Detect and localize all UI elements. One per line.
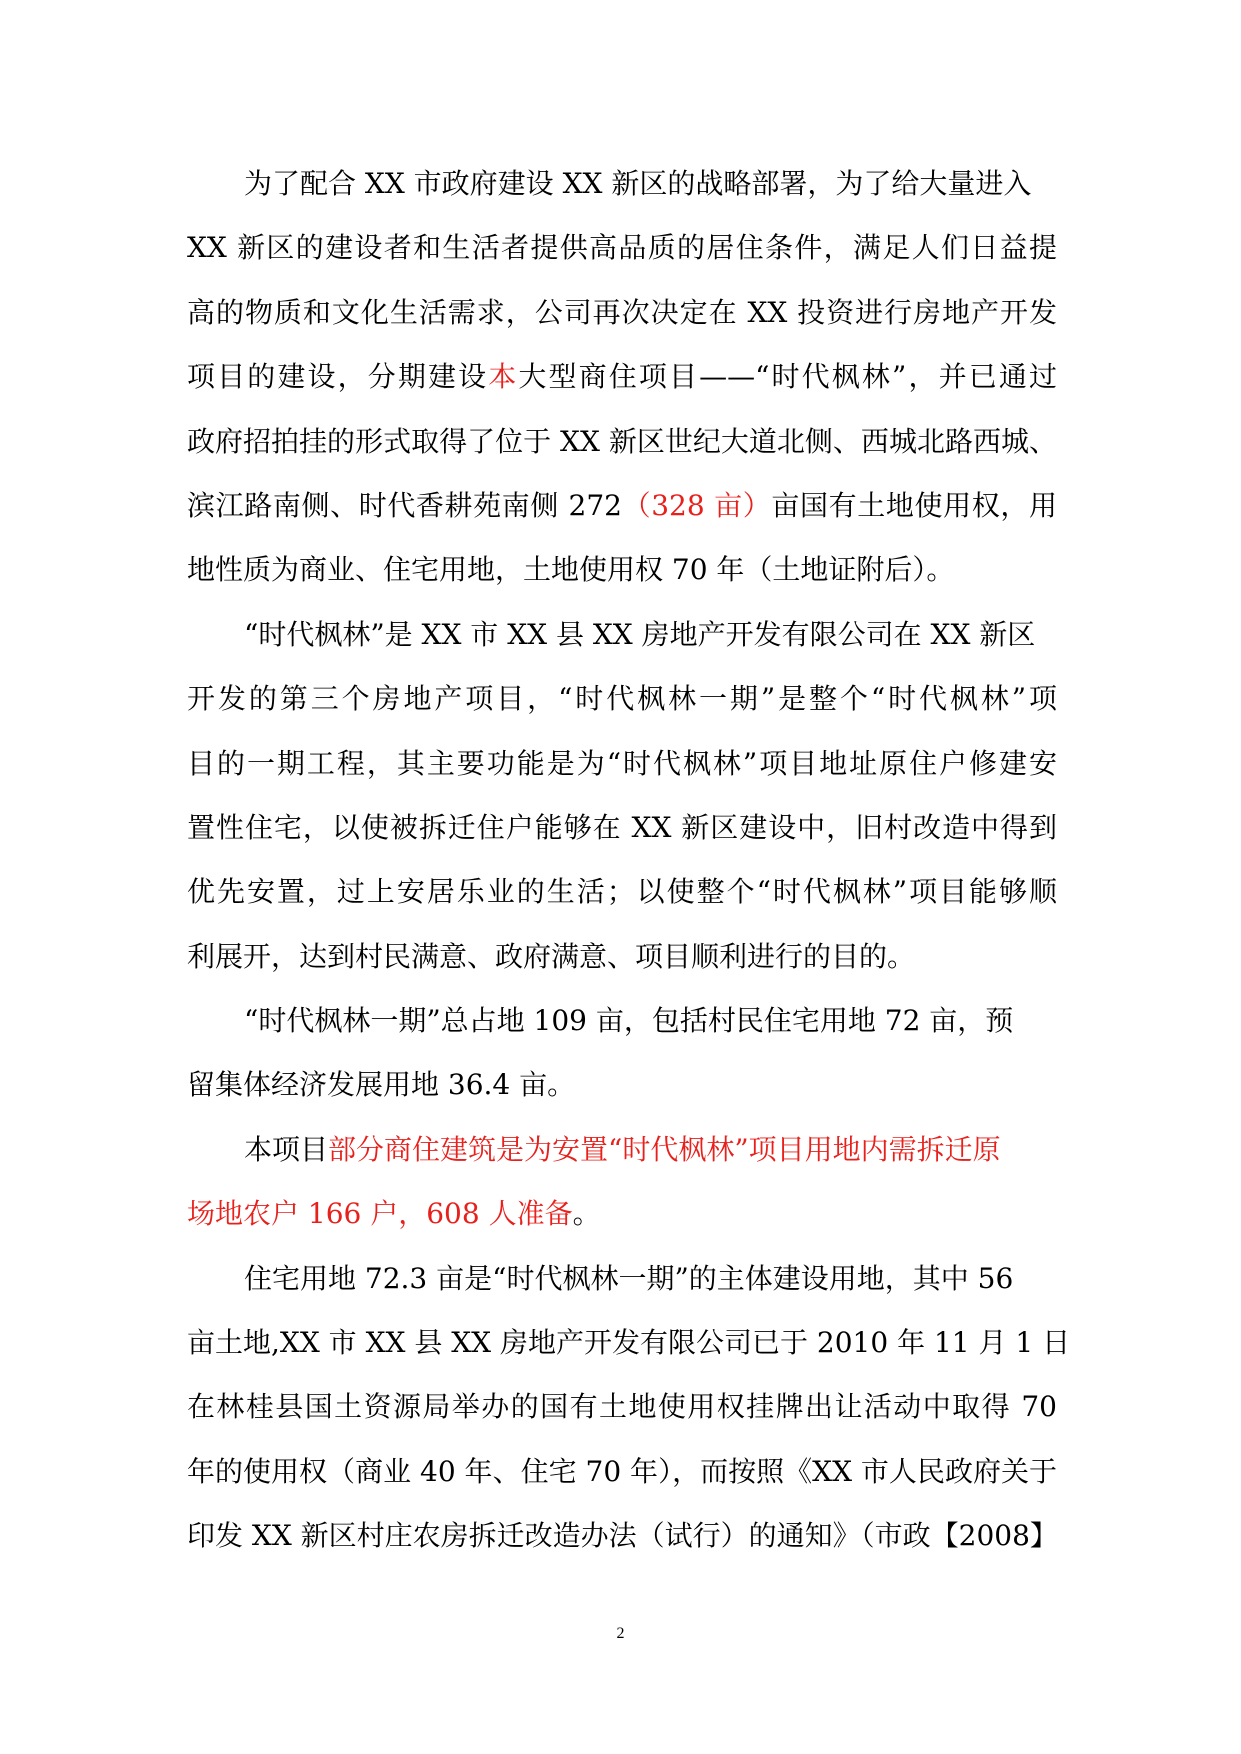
paragraph-3-line-2: 留集体经济发展用地 36.4 亩。	[187, 1068, 576, 1102]
paragraph-1-line-4: 项目的建设，分期建设本大型商住项目——“时代枫林”，并已通过	[187, 360, 1057, 394]
paragraph-5-line-2: 亩土地,XX 市 XX 县 XX 房地产开发有限公司已于 2010 年 11 月 1 日	[187, 1326, 1071, 1360]
highlighted-text: 本	[488, 360, 519, 394]
paragraph-5-line-4: 年的使用权（商业 40 年、住宅 70 年），而按照《XX 市人民政府关于	[187, 1454, 1057, 1488]
paragraph-4-line-2: 场地农户 166 户，608 人准备。	[187, 1197, 601, 1231]
highlighted-text: 场地农户 166 户，608 人准备	[187, 1197, 573, 1231]
paragraph-2-line-4: 置性住宅，以使被拆迁住户能够在 XX 新区建设中，旧村改造中得到	[187, 810, 1057, 844]
paragraph-5-line-5: 印发 XX 新区村庄农房拆迁改造办法（试行）的通知》（市政【2008】	[187, 1519, 1058, 1553]
paragraph-1-line-5: 政府招拍挂的形式取得了位于 XX 新区世纪大道北侧、西城北路西城、	[187, 424, 1057, 458]
highlighted-text: 部分商住建筑是为安置“时代枫林”项目用地内需拆迁原	[328, 1132, 1001, 1166]
paragraph-2-line-1: “时代枫林”是 XX 市 XX 县 XX 房地产开发有限公司在 XX 新区	[244, 617, 1036, 651]
paragraph-1-line-7: 地性质为商业、住宅用地，土地使用权 70 年（土地证附后）。	[187, 553, 955, 587]
paragraph-1-line-6: 滨江路南侧、时代香耕苑南侧 272（328 亩）亩国有土地使用权，用	[187, 488, 1057, 522]
paragraph-2-line-3: 目的一期工程，其主要功能是为“时代枫林”项目地址原住户修建安	[187, 746, 1057, 780]
paragraph-5-line-3: 在林桂县国土资源局举办的国有土地使用权挂牌出让活动中取得 70	[187, 1390, 1057, 1424]
paragraph-2-line-2: 开发的第三个房地产项目，“时代枫林一期”是整个“时代枫林”项	[187, 682, 1057, 716]
paragraph-3-line-1: “时代枫林一期”总占地 109 亩，包括村民住宅用地 72 亩，预	[244, 1004, 1014, 1038]
body-text	[187, 152, 1071, 1569]
paragraph-1-line-2: XX 新区的建设者和生活者提供高品质的居住条件，满足人们日益提	[187, 231, 1057, 265]
paragraph-2-line-6: 利展开，达到村民满意、政府满意、项目顺利进行的目的。	[187, 939, 916, 973]
page-number: 2	[616, 1625, 625, 1642]
paragraph-4-line-1: 本项目部分商住建筑是为安置“时代枫林”项目用地内需拆迁原	[244, 1132, 1001, 1166]
paragraph-2-line-5: 优先安置，过上安居乐业的生活；以使整个“时代枫林”项目能够顺	[187, 875, 1057, 909]
paragraph-1-line-3: 高的物质和文化生活需求，公司再次决定在 XX 投资进行房地产开发	[187, 295, 1057, 329]
paragraph-5-line-1: 住宅用地 72.3 亩是“时代枫林一期”的主体建设用地，其中 56	[244, 1261, 1014, 1295]
highlighted-text: （328 亩）	[621, 488, 772, 522]
paragraph-1-line-1: 为了配合 XX 市政府建设 XX 新区的战略部署，为了给大量进入	[244, 167, 1032, 200]
